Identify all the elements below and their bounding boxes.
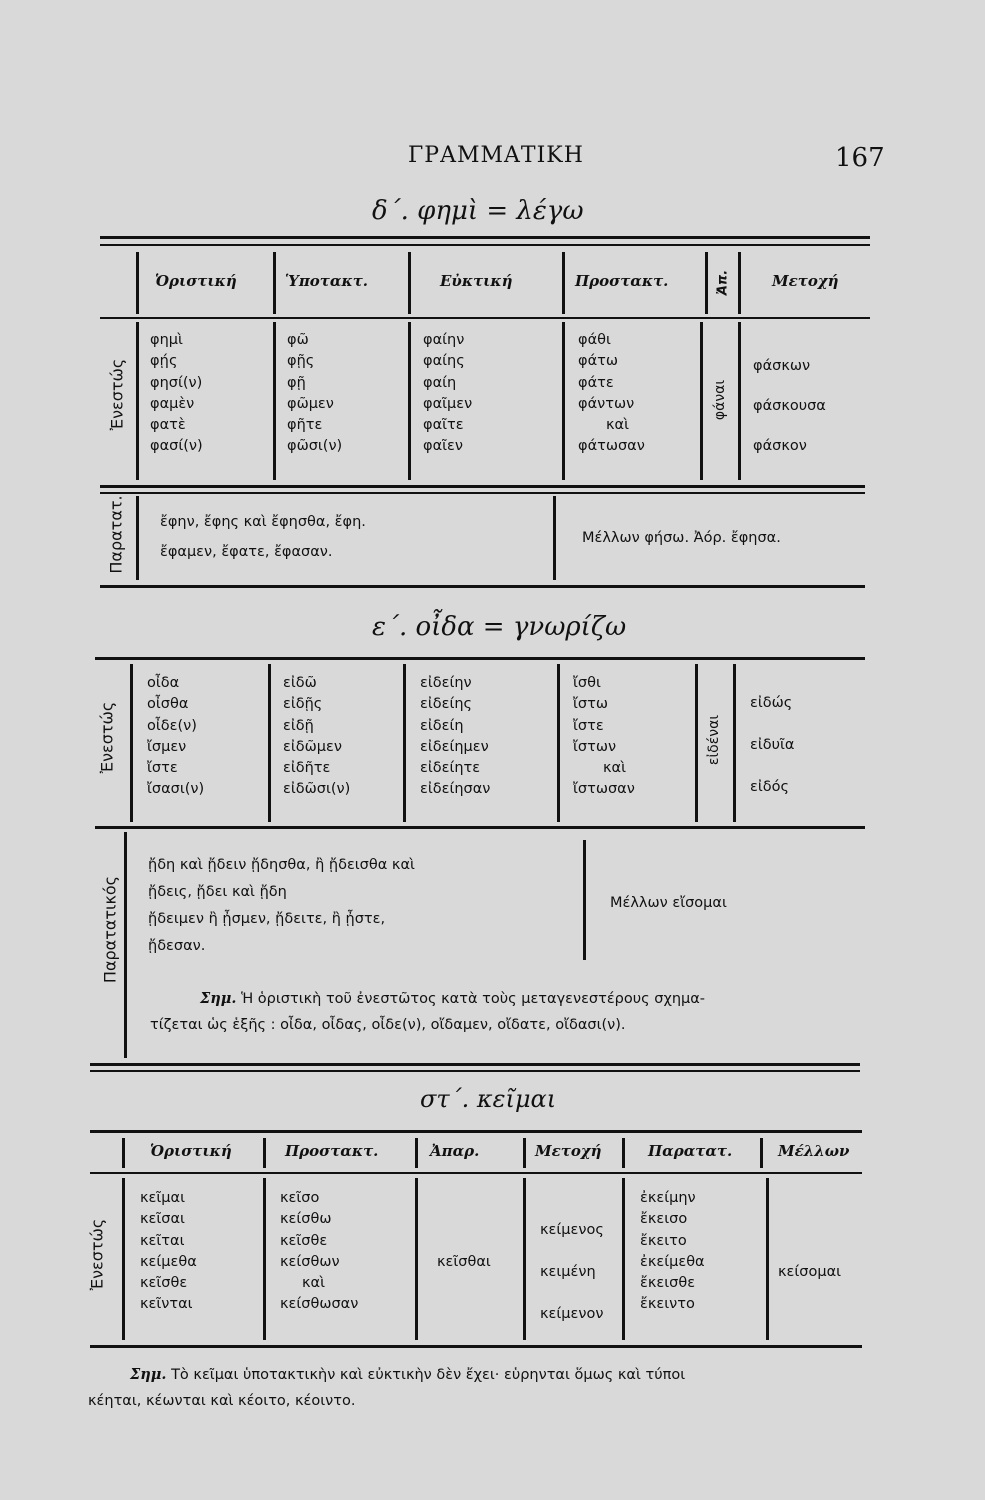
- divider: [562, 252, 565, 314]
- page-number: 167: [835, 143, 885, 173]
- form: εἰδῶσι(ν): [283, 781, 351, 798]
- running-title: ΓΡΑΜΜΑΤΙΚΗ: [408, 143, 584, 168]
- form: φαίην: [423, 332, 465, 348]
- note-text: Τὸ κεῖμαι ὑποτακτικὴν καὶ εὐκτικὴν δὲν ἔχει· εὑρηνται ὅμως καὶ τύποι: [171, 1367, 686, 1383]
- form: φασί(ν): [150, 438, 203, 455]
- metochi-forms: [753, 346, 826, 466]
- divider: [403, 664, 406, 822]
- form: φατὲ: [150, 417, 186, 434]
- prostakt-forms: [578, 330, 645, 458]
- oristiki-forms: [140, 1188, 197, 1316]
- col-ypotakt: Ὑποτακτ.: [285, 272, 369, 290]
- form: καὶ: [603, 760, 627, 777]
- divider: [700, 322, 703, 480]
- form: φῇ: [287, 374, 306, 391]
- form: κείμεθα: [140, 1253, 197, 1270]
- note-st: [88, 1362, 878, 1414]
- section-e-title: ε΄. οἶδα = γνωρίζω: [372, 612, 627, 642]
- form: κειμένη: [540, 1264, 596, 1280]
- form: φάντων: [578, 395, 635, 412]
- form: εἰδείην: [420, 675, 472, 691]
- form: φάτε: [578, 374, 614, 391]
- form: φῄς: [150, 353, 178, 370]
- col-apar: Ἀπ.: [715, 269, 731, 296]
- form: ἐκείμεθα: [640, 1253, 705, 1270]
- form: ἴστε: [147, 760, 178, 777]
- divider: [415, 1138, 418, 1168]
- divider: [263, 1178, 266, 1340]
- mellon-note: Μέλλων εἴσομαι: [610, 895, 727, 911]
- divider: [523, 1178, 526, 1340]
- form: κεῖσαι: [140, 1211, 185, 1228]
- note-label: Σημ.: [200, 990, 237, 1007]
- form: εἰδείημεν: [420, 738, 489, 755]
- form: φῶμεν: [287, 395, 334, 412]
- form: ἴσθι: [573, 675, 601, 691]
- col-oristiki: Ὁριστική: [150, 1142, 232, 1160]
- form: εἰδῶμεν: [283, 738, 342, 755]
- form: ἔκεισθε: [640, 1275, 696, 1292]
- form-line: ἔφην, ἔφης καὶ ἔφησθα, ἔφη.: [160, 514, 366, 530]
- row-label-enestos: Ἐνεστώς: [87, 1218, 107, 1291]
- form: φῆτε: [287, 417, 323, 434]
- divider: [695, 664, 698, 822]
- form: εἰδείητε: [420, 760, 481, 777]
- form: κεῖται: [140, 1232, 185, 1249]
- form: φημὶ: [150, 332, 183, 348]
- metochi-forms: [750, 682, 794, 808]
- form: φησί(ν): [150, 374, 203, 391]
- divider: [557, 664, 560, 822]
- form: κεῖσο: [280, 1190, 320, 1206]
- form: οἶδα: [147, 675, 180, 691]
- ypotakt-forms: [287, 330, 342, 458]
- form: ἐκείμην: [640, 1190, 696, 1206]
- metochi-forms: [540, 1209, 604, 1335]
- form-line: ἔφαμεν, ἔφατε, ἔφασαν.: [160, 544, 333, 560]
- col-metochi: Μετοχή: [772, 272, 839, 290]
- divider: [100, 244, 870, 246]
- note-text: Ἡ ὁριστικὴ τοῦ ἐνεστῶτος κατὰ τοὺς μεταγενεστέρους σχημα-: [241, 991, 706, 1007]
- ypotakt-forms: [283, 673, 350, 801]
- form: φαμὲν: [150, 395, 195, 412]
- divider: [122, 1178, 125, 1340]
- form: φαῖμεν: [423, 395, 473, 412]
- divider: [738, 252, 741, 314]
- form: ἴστων: [573, 738, 617, 755]
- divider: [705, 252, 708, 314]
- col-apar: Ἀπαρ.: [430, 1142, 480, 1160]
- divider: [622, 1138, 625, 1168]
- note-e: [150, 986, 870, 1038]
- form: εἰδείησαν: [420, 781, 491, 798]
- col-prostakt: Προστακτ.: [575, 272, 669, 290]
- divider: [136, 496, 139, 580]
- divider: [766, 1178, 769, 1340]
- form: κείσθωσαν: [280, 1296, 359, 1313]
- mellon-form: κείσομαι: [778, 1264, 842, 1280]
- form-line: ᾔδη καὶ ᾔδειν ᾔδησθα, ἢ ᾔδεισθα καὶ: [148, 857, 415, 873]
- row-label-paratat: Παρατατικός: [100, 875, 120, 984]
- form: φάθι: [578, 332, 611, 348]
- form-line: ᾔδεις, ᾔδει καὶ ᾔδη: [148, 884, 287, 900]
- divider: [122, 1138, 125, 1168]
- form: φάσκουσα: [753, 398, 826, 414]
- note-label: Σημ.: [130, 1366, 167, 1383]
- divider: [90, 1070, 860, 1072]
- euktiki-forms: [423, 330, 472, 458]
- oristiki-forms: [147, 673, 204, 801]
- divider: [273, 252, 276, 314]
- divider: [583, 840, 586, 960]
- divider: [136, 252, 139, 314]
- form: εἰδείης: [420, 696, 473, 713]
- col-mellon: Μέλλων: [778, 1142, 850, 1160]
- parat-forms: [160, 507, 366, 567]
- form: φαῖεν: [423, 438, 463, 455]
- divider: [553, 496, 556, 580]
- section-st-title: στ΄. κεῖμαι: [420, 1085, 557, 1113]
- mellon-note: Μέλλων φήσω. Ἀόρ. ἔφησα.: [582, 530, 781, 546]
- form: καὶ: [606, 417, 630, 434]
- prostakt-forms: [280, 1188, 358, 1316]
- col-prostakt: Προστακτ.: [285, 1142, 379, 1160]
- form: εἰδείη: [420, 717, 464, 734]
- apar-form: φάναι: [712, 379, 728, 421]
- col-oristiki: Ὁριστική: [155, 272, 237, 290]
- apar-form: εἰδέναι: [706, 714, 722, 766]
- row-label-enestos: Ἐνεστώς: [97, 701, 117, 774]
- form: εἰδώς: [750, 695, 793, 711]
- note-text-2: τίζεται ὡς ἑξῆς : οἶδα, οἶδας, οἶδε(ν), οἴδαμεν, οἴδατε, οἴδασι(ν).: [150, 1017, 626, 1033]
- form: εἰδός: [750, 779, 789, 795]
- divider: [738, 322, 741, 480]
- form: κείμενον: [540, 1306, 604, 1322]
- divider: [733, 664, 736, 822]
- divider: [90, 1345, 862, 1348]
- form: φαίης: [423, 353, 465, 370]
- form: ἔκειτο: [640, 1232, 687, 1249]
- divider: [90, 1063, 860, 1066]
- form-line: ᾔδεσαν.: [148, 938, 206, 954]
- divider: [100, 585, 865, 588]
- divider: [100, 492, 865, 494]
- form: κεῖσθε: [280, 1232, 328, 1249]
- divider: [95, 826, 865, 829]
- form: κείσθων: [280, 1253, 340, 1270]
- form: ἔκεισο: [640, 1211, 688, 1228]
- divider: [415, 1178, 418, 1340]
- prostakt-forms: [573, 673, 635, 801]
- form: ἴσασι(ν): [147, 781, 205, 798]
- divider: [90, 1172, 862, 1174]
- row-label-paratat: Παρατατ.: [106, 495, 126, 574]
- form: κείσθω: [280, 1211, 332, 1228]
- form: οἶσθα: [147, 696, 189, 713]
- parat-forms: [148, 852, 415, 960]
- row-label-enestos: Ἐνεστώς: [107, 358, 127, 431]
- divider: [273, 322, 276, 480]
- form: κείμενος: [540, 1222, 604, 1238]
- divider: [268, 664, 271, 822]
- form: φῶ: [287, 332, 309, 348]
- apar-form: κεῖσθαι: [437, 1254, 491, 1270]
- divider: [408, 322, 411, 480]
- divider: [562, 322, 565, 480]
- form: φαῖτε: [423, 417, 464, 434]
- divider: [100, 236, 870, 239]
- form-line: ᾔδειμεν ἢ ᾖσμεν, ᾔδειτε, ἢ ᾖστε,: [148, 911, 386, 927]
- form: φάσκων: [753, 358, 811, 374]
- form: οἶδε(ν): [147, 717, 197, 734]
- divider: [622, 1178, 625, 1340]
- col-paratat: Παρατατ.: [648, 1142, 733, 1160]
- divider: [100, 317, 870, 319]
- paratat-forms: [640, 1188, 705, 1316]
- divider: [263, 1138, 266, 1168]
- form: ἴστε: [573, 717, 604, 734]
- form: φάτω: [578, 353, 618, 370]
- divider: [760, 1138, 763, 1168]
- divider: [130, 664, 133, 822]
- divider: [100, 485, 865, 488]
- form: ἔκειντο: [640, 1296, 695, 1313]
- divider: [523, 1138, 526, 1168]
- form: φάτωσαν: [578, 438, 645, 455]
- form: εἰδῇς: [283, 696, 323, 713]
- form: φάσκον: [753, 438, 807, 454]
- form: ἴσμεν: [147, 738, 187, 755]
- form: ἴστωσαν: [573, 781, 635, 798]
- form: εἰδῇ: [283, 717, 314, 734]
- form: εἰδῆτε: [283, 760, 331, 777]
- col-euktiki: Εὐκτική: [440, 272, 513, 290]
- form: εἰδῶ: [283, 675, 317, 691]
- form: κεῖνται: [140, 1296, 193, 1313]
- form: φῶσι(ν): [287, 438, 343, 455]
- form: κεῖμαι: [140, 1190, 185, 1206]
- col-metochi: Μετοχή: [535, 1142, 602, 1160]
- form: κεῖσθε: [140, 1275, 188, 1292]
- divider: [124, 832, 127, 1058]
- form: εἰδυῖα: [750, 737, 795, 753]
- divider: [408, 252, 411, 314]
- divider: [95, 657, 865, 660]
- note-text-2: κέηται, κέωνται καὶ κέοιτο, κέοιντο.: [88, 1393, 356, 1409]
- divider: [136, 322, 139, 480]
- divider: [90, 1130, 862, 1133]
- form: φαίη: [423, 374, 457, 391]
- oristiki-forms: [150, 330, 203, 458]
- euktiki-forms: [420, 673, 490, 801]
- form: ἴστω: [573, 696, 608, 713]
- section-d-title: δ΄. φημὶ = λέγω: [372, 196, 584, 226]
- form: καὶ: [302, 1275, 326, 1292]
- form: φῇς: [287, 353, 315, 370]
